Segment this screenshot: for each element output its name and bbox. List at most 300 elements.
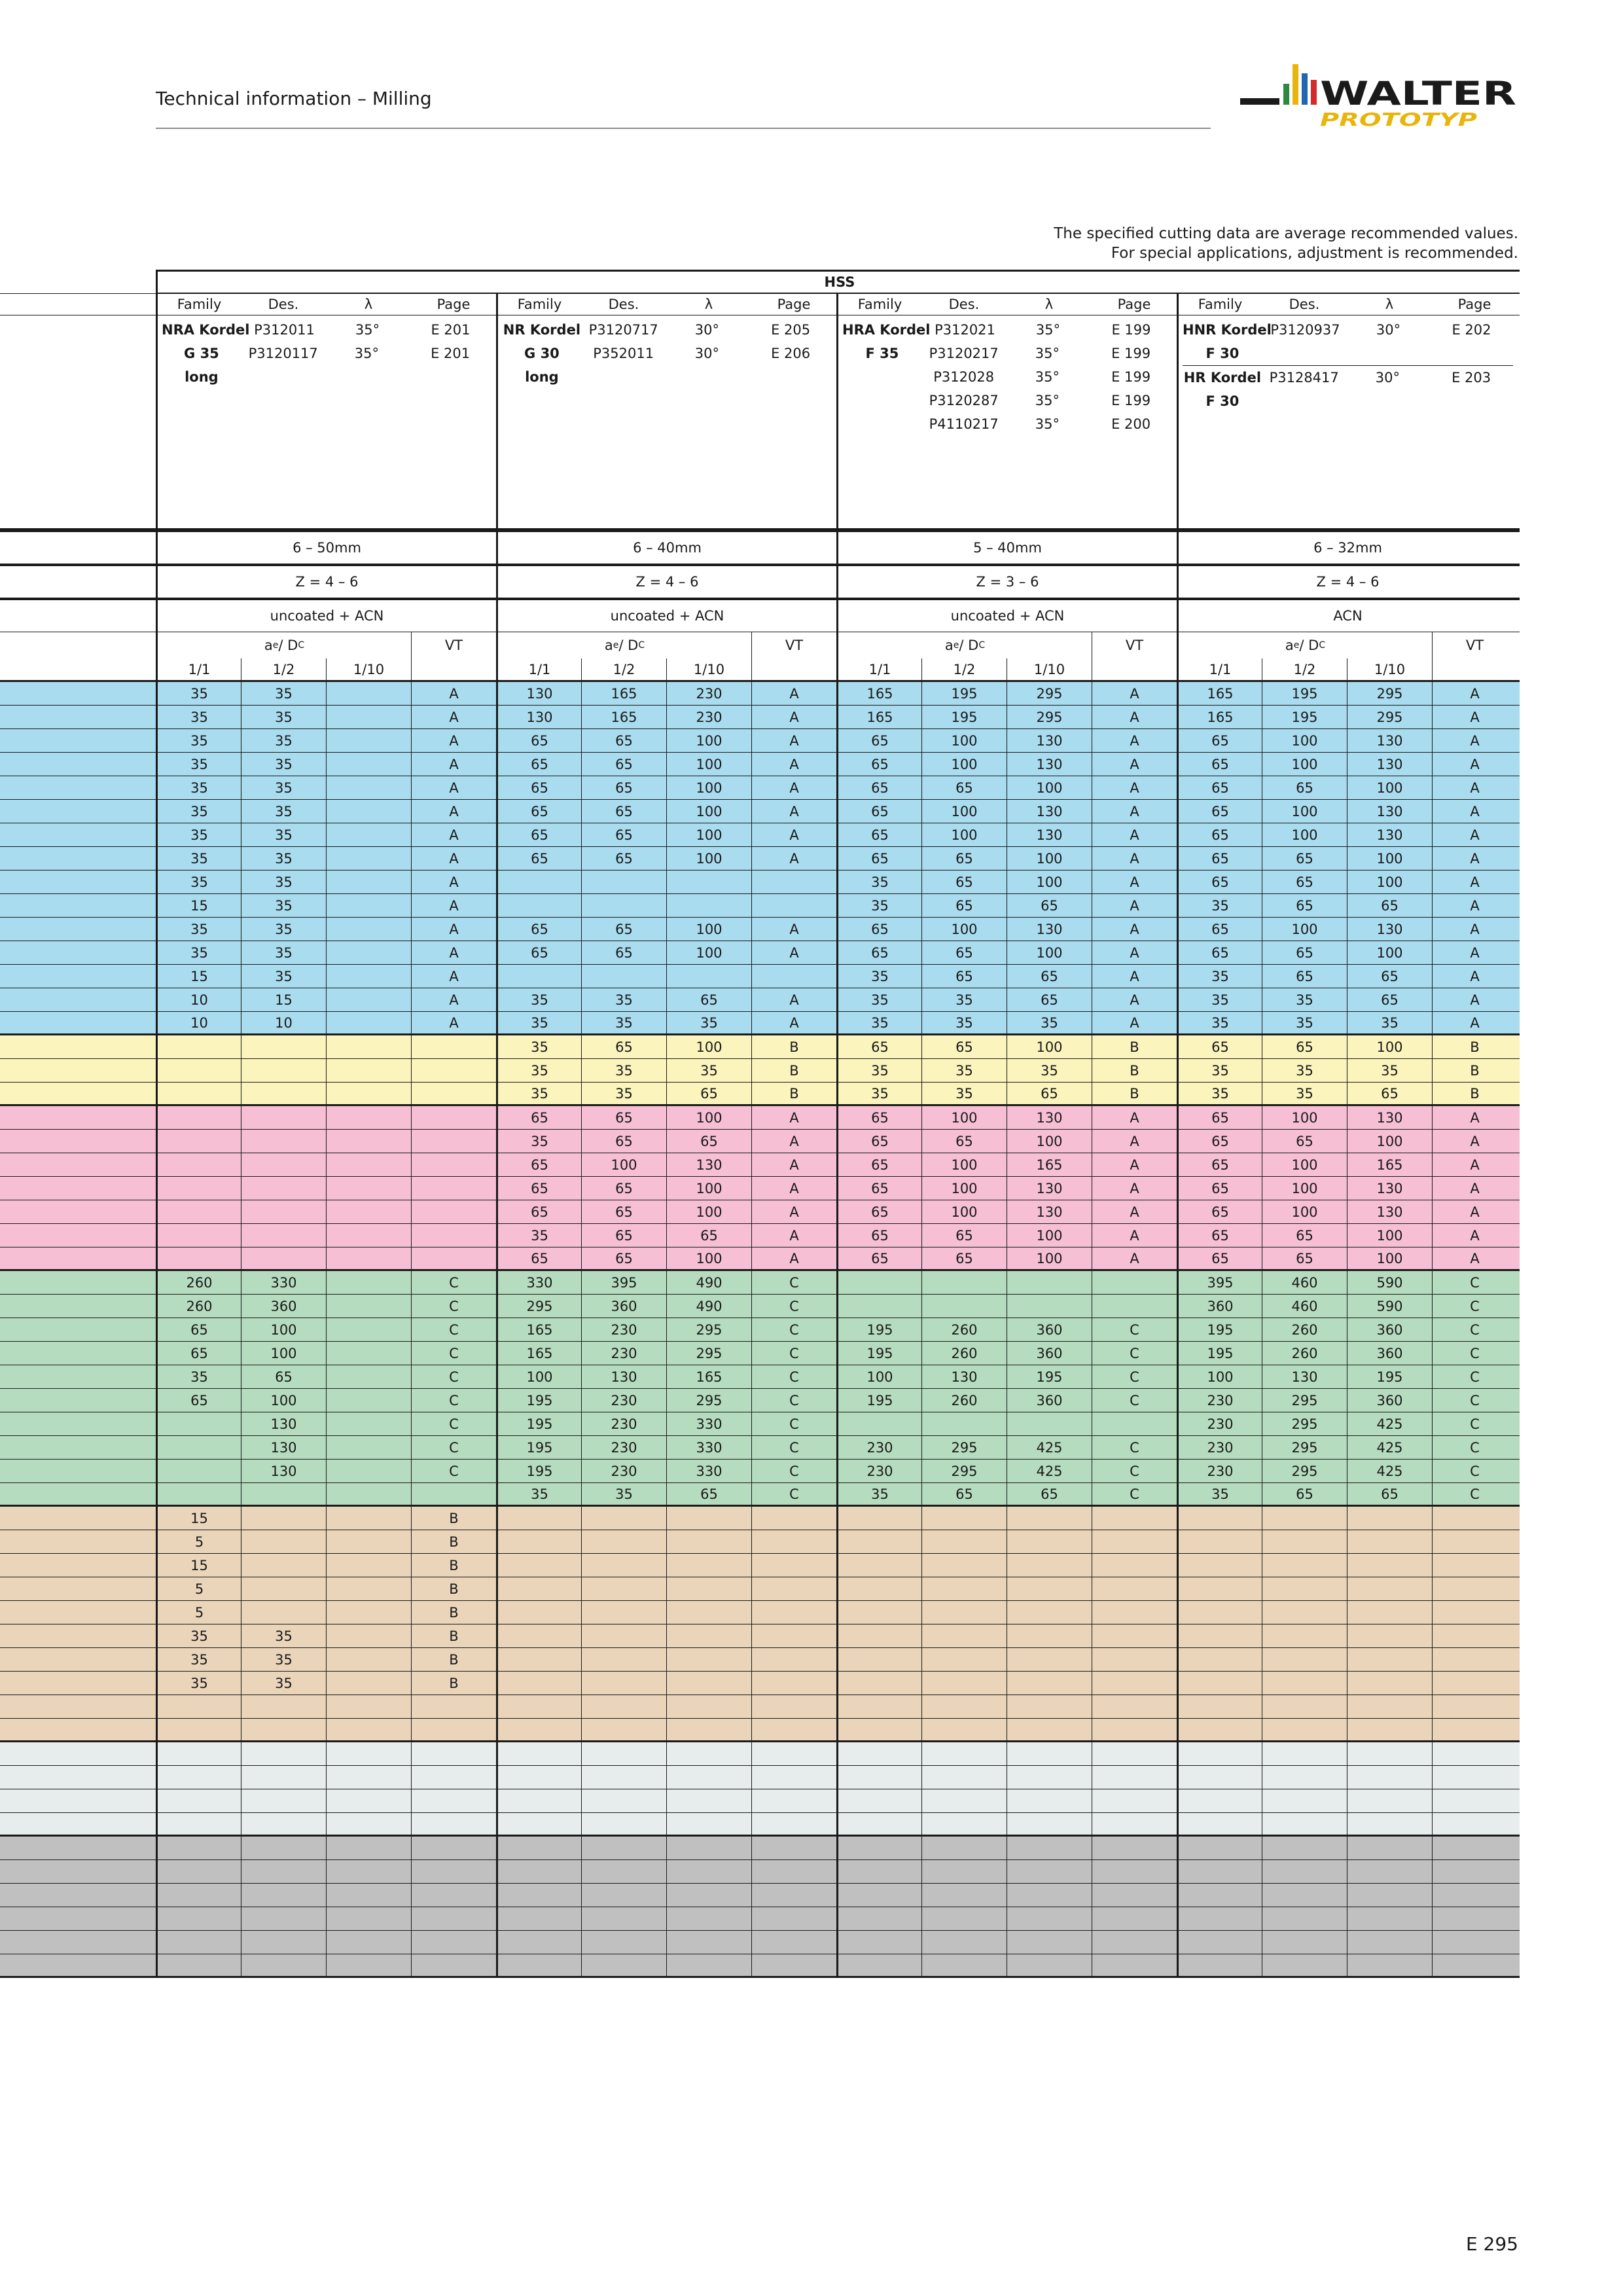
data-cell: 35 xyxy=(156,918,241,941)
data-cell: A xyxy=(751,1130,836,1153)
data-cell: 65 xyxy=(581,918,666,941)
data-cell: 100 xyxy=(1347,870,1432,893)
data-cell xyxy=(1432,1695,1517,1718)
data-cell: B xyxy=(411,1624,496,1647)
data-cell xyxy=(1092,1672,1177,1695)
data-cell: 65 xyxy=(921,847,1007,870)
data-cell xyxy=(1007,1624,1092,1647)
data-cell: 35 xyxy=(836,988,921,1011)
data-cell xyxy=(921,1907,1007,1930)
data-cell xyxy=(666,1954,751,1976)
data-cell xyxy=(751,1837,836,1859)
data-cell: 65 xyxy=(496,823,581,846)
data-cell xyxy=(1092,1695,1177,1718)
data-cell xyxy=(921,1931,1007,1954)
data-cell xyxy=(326,1742,411,1765)
tool-family-line xyxy=(162,318,492,342)
data-cell: 35 xyxy=(581,1059,666,1082)
data-cell xyxy=(326,729,411,752)
data-cell: 65 xyxy=(1177,1106,1262,1129)
data-cell xyxy=(411,1177,496,1200)
data-cell xyxy=(1432,1672,1517,1695)
data-cell: A xyxy=(1092,847,1177,870)
data-cell: 260 xyxy=(1262,1342,1347,1365)
data-cell: C xyxy=(411,1460,496,1482)
data-cell: C xyxy=(1092,1436,1177,1459)
data-cell xyxy=(581,1672,666,1695)
ae-dc-label: a e / D C xyxy=(836,632,1092,658)
data-cell: 230 xyxy=(581,1389,666,1412)
data-cell: 230 xyxy=(581,1460,666,1482)
diameter-row-value: 6 – 50mm xyxy=(156,532,496,564)
data-cell xyxy=(1262,1813,1347,1835)
data-cell: A xyxy=(1432,1153,1517,1176)
data-cell: 65 xyxy=(836,1177,921,1200)
data-cell: 65 xyxy=(1177,729,1262,752)
data-cell: C xyxy=(1432,1483,1517,1505)
data-cell: A xyxy=(411,753,496,776)
catalog-page: E 201 xyxy=(431,322,471,338)
data-cell: 65 xyxy=(581,1130,666,1153)
data-cell xyxy=(1007,1554,1092,1577)
ae-dc-label: a e / D C xyxy=(156,632,411,658)
data-cell: 65 xyxy=(496,776,581,799)
data-cell xyxy=(921,1695,1007,1718)
data-cell xyxy=(1262,1719,1347,1740)
data-cell: 35 xyxy=(836,1083,921,1104)
data-cell xyxy=(241,1789,326,1812)
family-name: long xyxy=(525,369,559,385)
data-cell: A xyxy=(411,729,496,752)
data-cell xyxy=(496,1624,581,1647)
walter-prototyp-logo xyxy=(1240,58,1522,136)
data-cell: A xyxy=(1432,1247,1517,1269)
data-cell xyxy=(411,1860,496,1883)
designation: P3120117 xyxy=(248,346,318,361)
data-cell xyxy=(241,1766,326,1789)
data-cell: A xyxy=(411,823,496,846)
data-cell: 130 xyxy=(1007,800,1092,823)
data-cell: 165 xyxy=(581,682,666,705)
data-cell: 35 xyxy=(156,1365,241,1388)
data-cell: 65 xyxy=(1262,1247,1347,1269)
data-cell xyxy=(1177,1695,1262,1718)
data-cell xyxy=(921,1884,1007,1907)
tool-col-header: Page xyxy=(1457,296,1491,312)
data-cell: 65 xyxy=(1177,1200,1262,1223)
data-cell xyxy=(496,1837,581,1859)
data-cell: 35 xyxy=(1262,988,1347,1011)
data-cell xyxy=(326,1247,411,1269)
data-cell xyxy=(751,1742,836,1765)
data-cell xyxy=(666,1507,751,1530)
data-cell: 100 xyxy=(1007,847,1092,870)
data-row xyxy=(0,1648,1520,1672)
data-cell: 65 xyxy=(1177,870,1262,893)
data-cell: C xyxy=(1432,1365,1517,1388)
data-cell: B xyxy=(1092,1059,1177,1082)
data-cell: 65 xyxy=(1262,776,1347,799)
coating-row-value: uncoated + ACN xyxy=(836,600,1177,632)
data-cell xyxy=(326,823,411,846)
data-cell xyxy=(1347,1624,1432,1647)
data-cell: 65 xyxy=(496,753,581,776)
data-cell: C xyxy=(1432,1318,1517,1341)
data-cell: B xyxy=(411,1507,496,1530)
data-cell xyxy=(1007,1907,1092,1930)
vt-label: VT xyxy=(411,632,496,658)
data-cell xyxy=(1007,1601,1092,1624)
data-cell xyxy=(836,1907,921,1930)
data-cell xyxy=(156,1224,241,1247)
data-row xyxy=(0,988,1520,1012)
data-cell xyxy=(751,1719,836,1740)
data-cell: 100 xyxy=(666,1035,751,1058)
data-cell: 130 xyxy=(496,706,581,728)
helix-angle: 30° xyxy=(1376,322,1401,338)
data-cell xyxy=(411,1695,496,1718)
data-cell: 65 xyxy=(1262,894,1347,917)
data-cell xyxy=(1092,1577,1177,1600)
ratio-label: 1/10 xyxy=(1347,658,1432,680)
data-cell: A xyxy=(411,941,496,964)
data-cell: A xyxy=(1092,682,1177,705)
data-cell: 65 xyxy=(1177,823,1262,846)
catalog-page: E 206 xyxy=(771,346,811,361)
data-cell xyxy=(836,1884,921,1907)
data-cell xyxy=(1262,1860,1347,1883)
tool-col-header: Des. xyxy=(268,296,299,312)
data-cell: 65 xyxy=(1262,1483,1347,1505)
data-cell: 35 xyxy=(921,1059,1007,1082)
helix-angle: 35° xyxy=(1035,416,1060,432)
data-cell: 100 xyxy=(1262,1106,1347,1129)
data-cell xyxy=(666,1884,751,1907)
data-cell: C xyxy=(1432,1295,1517,1318)
data-cell: 35 xyxy=(156,847,241,870)
data-cell xyxy=(241,1907,326,1930)
coating-row-value: uncoated + ACN xyxy=(496,600,836,632)
data-cell: 35 xyxy=(241,918,326,941)
data-cell xyxy=(326,894,411,917)
data-row xyxy=(0,1389,1520,1412)
data-cell: 35 xyxy=(496,988,581,1011)
data-cell xyxy=(241,1954,326,1976)
data-cell xyxy=(496,1695,581,1718)
data-cell: 460 xyxy=(1262,1295,1347,1318)
data-cell: 100 xyxy=(666,1106,751,1129)
data-cell: A xyxy=(1092,941,1177,964)
data-cell xyxy=(1262,1624,1347,1647)
data-cell xyxy=(1432,1648,1517,1671)
data-cell xyxy=(836,1766,921,1789)
data-cell xyxy=(1347,1695,1432,1718)
data-cell xyxy=(581,1954,666,1976)
data-cell: 130 xyxy=(241,1436,326,1459)
data-cell xyxy=(326,1389,411,1412)
data-cell: 35 xyxy=(1262,1012,1347,1033)
data-cell: 35 xyxy=(836,894,921,917)
data-cell xyxy=(836,1412,921,1435)
note-line-2: For special applications, adjustment is recommended. xyxy=(1111,245,1518,262)
data-cell xyxy=(326,1884,411,1907)
data-cell: 65 xyxy=(156,1342,241,1365)
data-cell: A xyxy=(751,1153,836,1176)
data-cell xyxy=(751,870,836,893)
data-cell: 35 xyxy=(241,682,326,705)
data-cell xyxy=(241,1224,326,1247)
data-cell xyxy=(326,965,411,988)
data-cell: 260 xyxy=(921,1389,1007,1412)
data-cell: 100 xyxy=(1007,1130,1092,1153)
data-cell: 35 xyxy=(156,941,241,964)
header-rule xyxy=(156,128,1211,129)
data-cell: 165 xyxy=(1007,1153,1092,1176)
data-cell: 65 xyxy=(581,1200,666,1223)
data-cell: 35 xyxy=(1347,1059,1432,1082)
catalog-page: E 203 xyxy=(1452,370,1491,386)
data-cell: 65 xyxy=(836,1153,921,1176)
data-cell: 65 xyxy=(921,965,1007,988)
data-cell: 65 xyxy=(1177,800,1262,823)
data-cell: 360 xyxy=(241,1295,326,1318)
data-cell: C xyxy=(1432,1412,1517,1435)
data-cell: B xyxy=(411,1601,496,1624)
data-cell: 100 xyxy=(1347,1130,1432,1153)
data-cell: 100 xyxy=(666,847,751,870)
data-cell xyxy=(1007,1648,1092,1671)
data-cell: 100 xyxy=(241,1389,326,1412)
data-cell: 100 xyxy=(1262,1177,1347,1200)
data-cell xyxy=(581,1695,666,1718)
ratio-label: 1/1 xyxy=(1177,658,1262,680)
data-cell xyxy=(496,870,581,893)
data-cell xyxy=(1177,1860,1262,1883)
data-cell: 35 xyxy=(666,1059,751,1082)
data-cell: B xyxy=(411,1648,496,1671)
family-name: F 30 xyxy=(1205,346,1240,361)
data-cell xyxy=(1262,1907,1347,1930)
data-cell: 65 xyxy=(496,800,581,823)
data-cell: 425 xyxy=(1347,1436,1432,1459)
data-cell: 65 xyxy=(496,1177,581,1200)
data-cell xyxy=(496,1577,581,1600)
data-cell: 65 xyxy=(1177,753,1262,776)
data-cell: A xyxy=(1432,823,1517,846)
data-cell xyxy=(326,753,411,776)
data-cell xyxy=(1092,1412,1177,1435)
tool-col-header: λ xyxy=(364,296,373,312)
data-cell: 130 xyxy=(1347,729,1432,752)
data-cell xyxy=(836,1672,921,1695)
data-cell xyxy=(496,1931,581,1954)
data-cell: 65 xyxy=(1177,776,1262,799)
data-cell: 65 xyxy=(1262,1224,1347,1247)
diameter-row-value: 5 – 40mm xyxy=(836,532,1177,564)
data-cell: 130 xyxy=(1347,1106,1432,1129)
data-row xyxy=(0,1200,1520,1224)
data-cell: 130 xyxy=(496,682,581,705)
data-cell xyxy=(1177,1577,1262,1600)
data-cell xyxy=(156,1106,241,1129)
data-cell xyxy=(1432,1577,1517,1600)
data-cell xyxy=(496,1530,581,1553)
data-cell xyxy=(921,1813,1007,1835)
data-cell: A xyxy=(411,682,496,705)
data-cell: 65 xyxy=(581,753,666,776)
data-cell: 330 xyxy=(666,1460,751,1482)
data-cell: C xyxy=(1432,1460,1517,1482)
data-cell xyxy=(1092,1601,1177,1624)
data-cell: C xyxy=(411,1271,496,1294)
data-cell xyxy=(326,1931,411,1954)
data-cell: 130 xyxy=(1347,1200,1432,1223)
helix-angle: 35° xyxy=(1035,393,1060,408)
data-cell xyxy=(1347,1837,1432,1859)
data-cell xyxy=(1347,1789,1432,1812)
data-cell: B xyxy=(751,1083,836,1104)
data-cell xyxy=(666,1813,751,1835)
data-cell: 130 xyxy=(921,1365,1007,1388)
data-cell xyxy=(836,1813,921,1835)
tool-family-block xyxy=(0,315,1520,530)
data-cell xyxy=(581,1719,666,1740)
data-cell: 5 xyxy=(156,1577,241,1600)
data-cell xyxy=(326,1106,411,1129)
data-cell: A xyxy=(751,918,836,941)
data-cell: 130 xyxy=(241,1412,326,1435)
data-cell: 5 xyxy=(156,1601,241,1624)
data-cell: 65 xyxy=(836,1224,921,1247)
data-cell xyxy=(921,1719,1007,1740)
data-cell xyxy=(751,1530,836,1553)
data-cell xyxy=(411,1083,496,1104)
data-cell: 360 xyxy=(1007,1318,1092,1341)
data-cell: 100 xyxy=(1347,776,1432,799)
data-cell: C xyxy=(411,1318,496,1341)
data-cell xyxy=(921,1648,1007,1671)
designation: P3120287 xyxy=(929,393,999,408)
data-cell xyxy=(496,1648,581,1671)
data-cell xyxy=(1432,1931,1517,1954)
data-cell: 65 xyxy=(921,1483,1007,1505)
data-cell: 35 xyxy=(496,1012,581,1033)
data-cell xyxy=(241,1483,326,1505)
data-cell: 100 xyxy=(666,918,751,941)
data-row xyxy=(0,1672,1520,1695)
data-cell xyxy=(496,1601,581,1624)
data-cell: 35 xyxy=(241,776,326,799)
data-cell xyxy=(751,1624,836,1647)
data-cell xyxy=(1007,1860,1092,1883)
tool-header-row xyxy=(0,293,1520,315)
data-cell: 130 xyxy=(241,1460,326,1482)
data-cell: 295 xyxy=(666,1389,751,1412)
data-cell xyxy=(1177,1601,1262,1624)
data-cell: 100 xyxy=(496,1365,581,1388)
data-cell: 295 xyxy=(1347,682,1432,705)
data-cell: 295 xyxy=(1262,1436,1347,1459)
data-cell xyxy=(156,1789,241,1812)
data-cell: 460 xyxy=(1262,1271,1347,1294)
data-cell: 295 xyxy=(921,1460,1007,1482)
data-row xyxy=(0,1860,1520,1884)
data-cell: A xyxy=(411,776,496,799)
data-cell: 65 xyxy=(496,918,581,941)
data-row xyxy=(0,1106,1520,1130)
tool-col-header: Family xyxy=(496,294,581,315)
data-cell xyxy=(241,1742,326,1765)
data-cell xyxy=(326,1530,411,1553)
data-cell: 165 xyxy=(1177,682,1262,705)
data-cell xyxy=(496,1813,581,1835)
data-cell: 195 xyxy=(496,1460,581,1482)
data-row xyxy=(0,1507,1520,1530)
data-cell: A xyxy=(1092,894,1177,917)
data-cell: C xyxy=(751,1460,836,1482)
data-cell: 100 xyxy=(1007,776,1092,799)
data-cell xyxy=(581,870,666,893)
data-cell xyxy=(1262,1672,1347,1695)
data-row xyxy=(0,823,1520,847)
data-cell xyxy=(666,1601,751,1624)
data-cell xyxy=(581,1766,666,1789)
data-cell xyxy=(1432,1907,1517,1930)
data-cell xyxy=(1432,1624,1517,1647)
data-cell: 130 xyxy=(1007,1177,1092,1200)
data-cell: 260 xyxy=(921,1342,1007,1365)
data-row xyxy=(0,1247,1520,1271)
data-cell: 65 xyxy=(921,870,1007,893)
data-cell: 65 xyxy=(1262,1035,1347,1058)
data-cell xyxy=(411,1106,496,1129)
data-cell: C xyxy=(411,1389,496,1412)
data-cell xyxy=(326,1719,411,1740)
data-cell: 195 xyxy=(1262,706,1347,728)
data-row xyxy=(0,918,1520,941)
data-cell: B xyxy=(751,1059,836,1082)
helix-angle: 30° xyxy=(694,322,720,338)
data-cell: 65 xyxy=(666,1483,751,1505)
data-cell: 195 xyxy=(836,1389,921,1412)
family-name: HRA Kordel xyxy=(842,322,931,338)
data-cell: 195 xyxy=(921,682,1007,705)
data-cell: 360 xyxy=(1007,1342,1092,1365)
data-cell: A xyxy=(751,823,836,846)
data-cell xyxy=(1007,1954,1092,1976)
data-cell xyxy=(326,1295,411,1318)
data-cell: 65 xyxy=(496,1153,581,1176)
data-cell: A xyxy=(751,1106,836,1129)
data-cell: 65 xyxy=(836,1200,921,1223)
data-cell: 65 xyxy=(1007,965,1092,988)
data-cell xyxy=(1007,1931,1092,1954)
data-cell: A xyxy=(1092,1247,1177,1269)
data-cell xyxy=(496,1742,581,1765)
data-cell: 35 xyxy=(836,870,921,893)
data-cell: A xyxy=(1432,1012,1517,1033)
teeth-row xyxy=(0,564,1520,598)
data-cell xyxy=(836,1624,921,1647)
data-cell xyxy=(1347,1766,1432,1789)
data-cell: 100 xyxy=(666,823,751,846)
data-cell: 130 xyxy=(1007,918,1092,941)
data-cell xyxy=(921,1766,1007,1789)
data-cell xyxy=(1347,1742,1432,1765)
data-cell xyxy=(241,1130,326,1153)
ae-dc-label: a e / D C xyxy=(1177,632,1432,658)
teeth-row-value: Z = 4 – 6 xyxy=(1177,566,1517,598)
